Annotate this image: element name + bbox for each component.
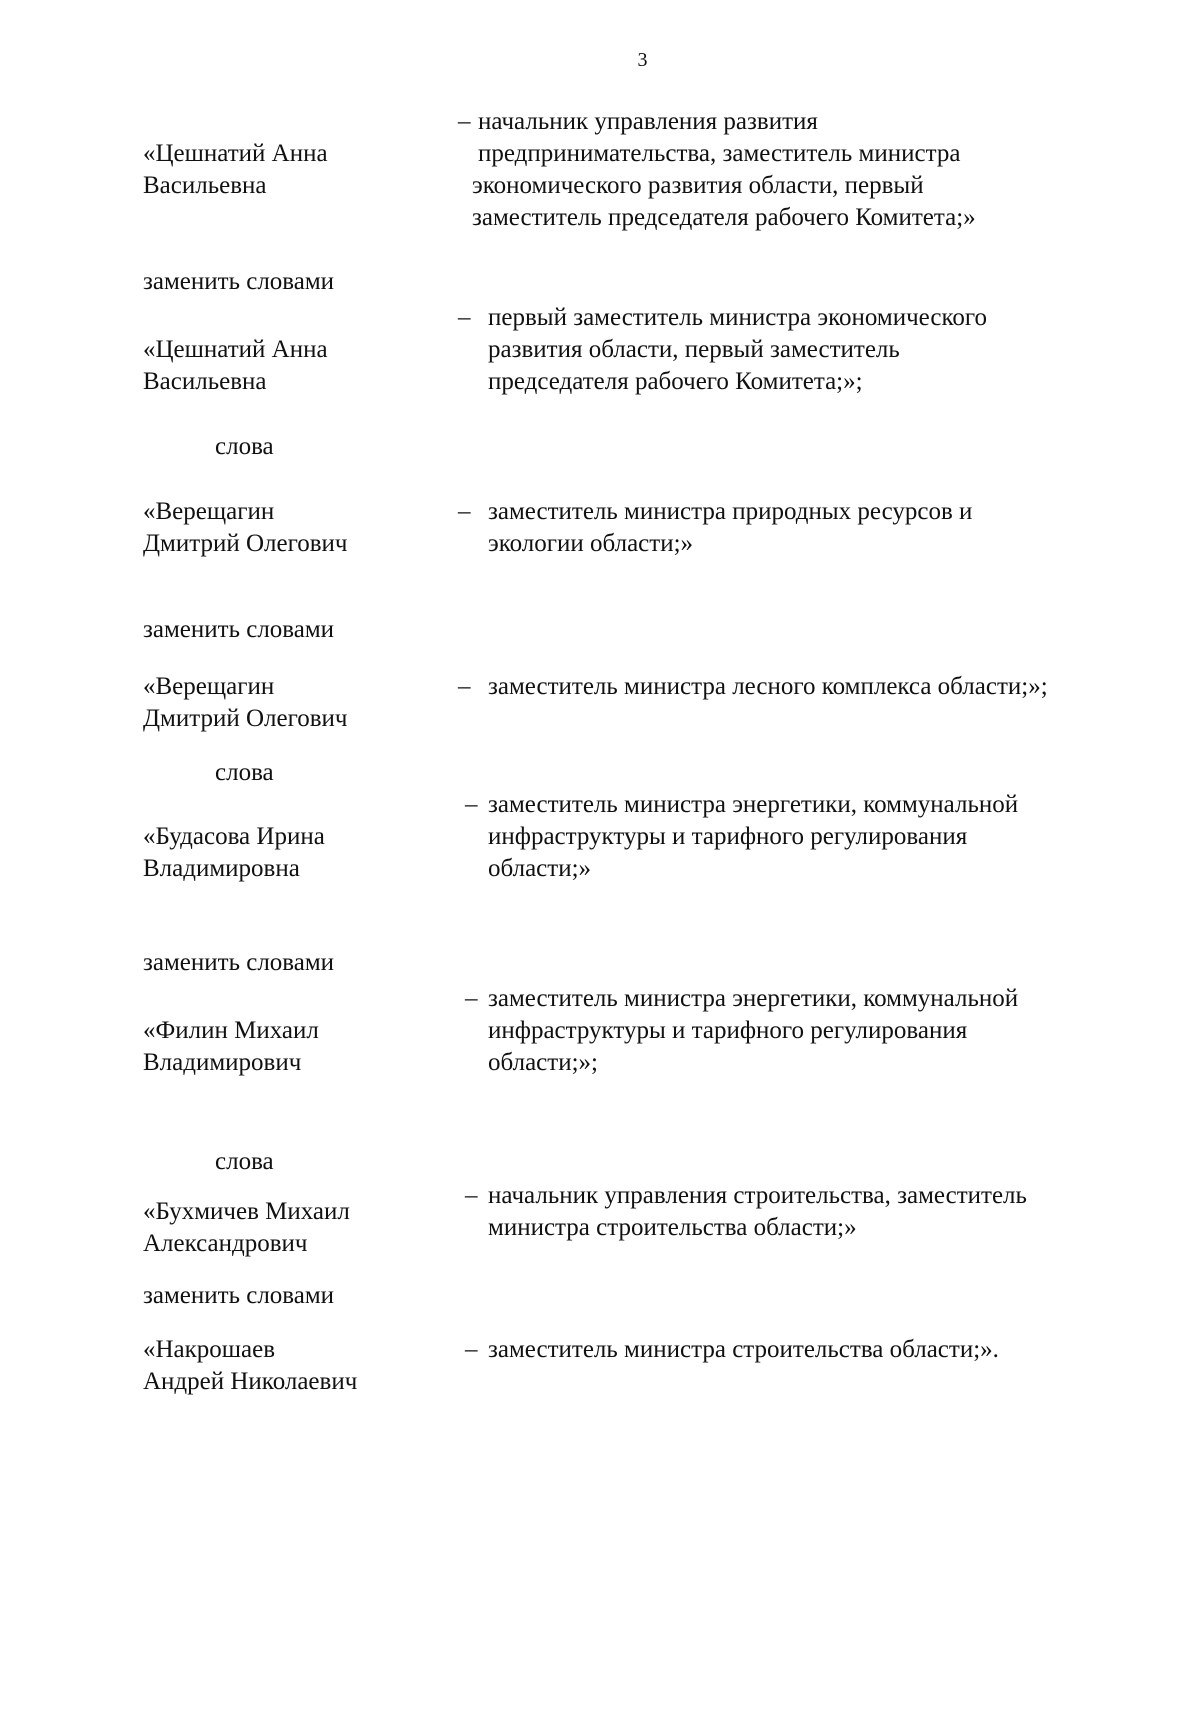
entry-dash: –	[458, 498, 471, 525]
entry-description-line: инфраструктуры и тарифного регулирования	[488, 823, 968, 850]
keyword-words: слова	[215, 1148, 274, 1175]
person-name-line: «Накрошаев	[143, 1336, 276, 1363]
keyword-replace: заменить словами	[143, 1282, 335, 1309]
entry-description-line: заместитель министра энергетики, коммунальной	[488, 985, 1019, 1012]
entry-description-line: заместитель министра энергетики, коммунальной	[488, 791, 1019, 818]
person-name-line: Андрей Николаевич	[143, 1368, 358, 1395]
person-name-line: Владимировна	[143, 855, 300, 882]
entry-dash: –	[458, 304, 471, 331]
person-name-line: «Будасова Ирина	[143, 823, 325, 850]
entry-description-line: первый заместитель министра экономического	[488, 304, 987, 331]
entry-description-line: заместитель министра природных ресурсов и	[488, 498, 973, 525]
keyword-words: слова	[215, 433, 274, 460]
person-name-line: Александрович	[143, 1230, 308, 1257]
entry-dash: –	[465, 985, 478, 1012]
person-name-line: «Цешнатий Анна	[143, 140, 328, 167]
person-name-line: Васильевна	[143, 368, 267, 395]
person-name-line: «Филин Михаил	[143, 1017, 319, 1044]
entry-description-line: развития области, первый заместитель	[488, 336, 900, 363]
person-name-line: Дмитрий Олегович	[143, 705, 348, 732]
keyword-replace: заменить словами	[143, 268, 335, 295]
page-number: 3	[637, 49, 648, 71]
entry-description-line: министра строительства области;»	[488, 1214, 857, 1241]
entry-description-line: экономического развития области, первый	[472, 172, 924, 199]
entry-description-line: заместитель председателя рабочего Комитета;»	[472, 204, 976, 231]
entry-description-line: экологии области;»	[488, 530, 694, 557]
entry-description-line: начальник управления строительства, заместитель	[488, 1182, 1027, 1209]
person-name-line: «Цешнатий Анна	[143, 336, 328, 363]
person-name-line: «Верещагин	[143, 673, 275, 700]
entry-dash: –	[465, 1182, 478, 1209]
person-name-line: Владимирович	[143, 1049, 302, 1076]
entry-description-line: председателя рабочего Комитета;»;	[488, 368, 863, 395]
keyword-words: слова	[215, 759, 274, 786]
entry-description-line: заместитель министра лесного комплекса области;»;	[488, 673, 1048, 700]
keyword-replace: заменить словами	[143, 949, 335, 976]
entry-dash: –	[458, 673, 471, 700]
person-name-line: «Верещагин	[143, 498, 275, 525]
entry-dash: –	[465, 791, 478, 818]
entry-dash: –	[458, 108, 471, 135]
entry-dash: –	[465, 1336, 478, 1363]
entry-description-line: инфраструктуры и тарифного регулирования	[488, 1017, 968, 1044]
entry-description-line: области;»;	[488, 1049, 598, 1076]
keyword-replace: заменить словами	[143, 616, 335, 643]
person-name-line: Дмитрий Олегович	[143, 530, 348, 557]
entry-description-line: заместитель министра строительства области;».	[488, 1336, 999, 1363]
entry-description-line: области;»	[488, 855, 592, 882]
entry-description-line: начальник управления развития	[478, 108, 818, 135]
person-name-line: «Бухмичев Михаил	[143, 1198, 350, 1225]
person-name-line: Васильевна	[143, 172, 267, 199]
entry-description-line: предпринимательства, заместитель министра	[478, 140, 961, 167]
